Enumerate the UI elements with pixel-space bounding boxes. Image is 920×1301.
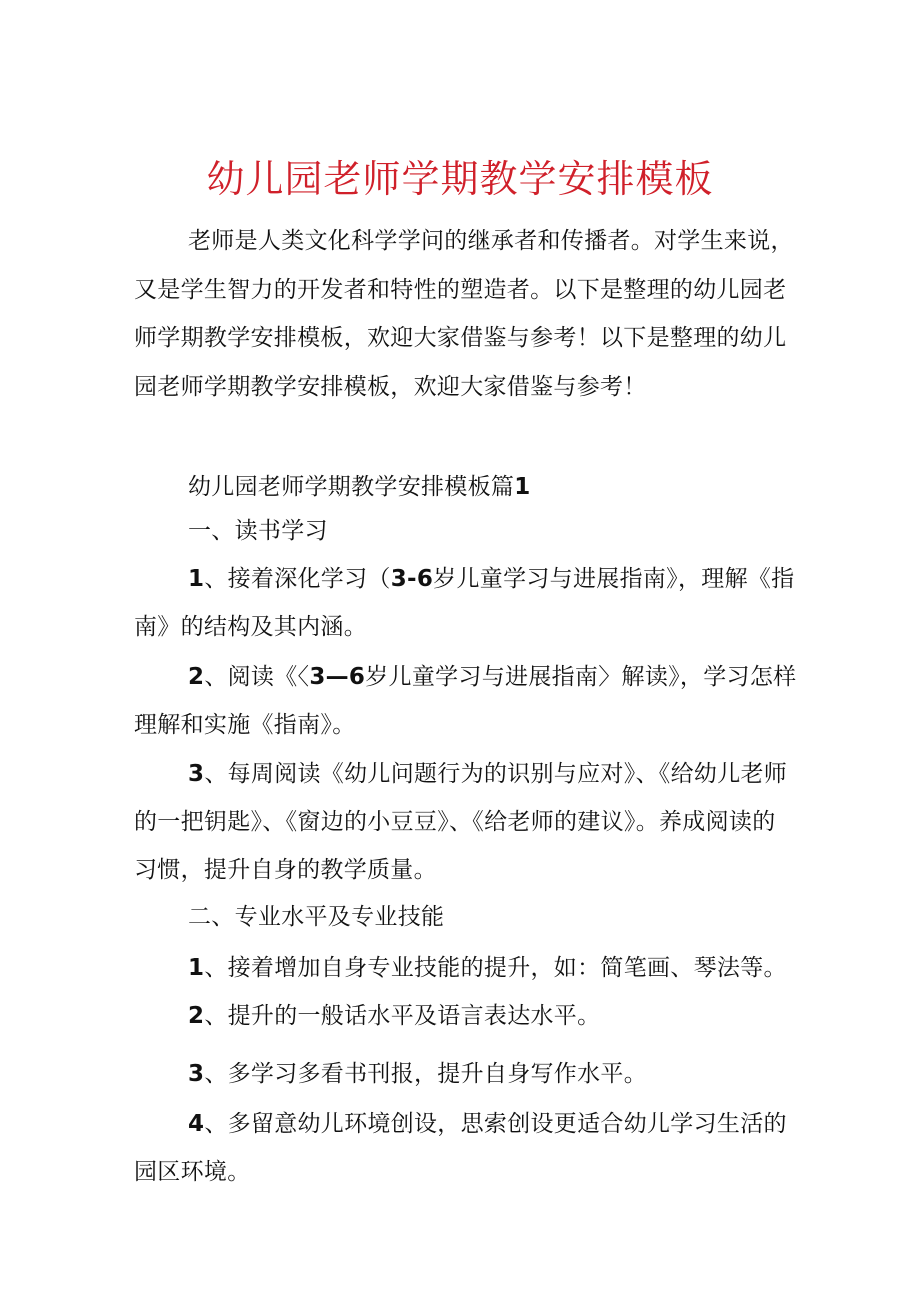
section-heading-number: 1 bbox=[514, 474, 531, 500]
part1-heading: 一、读书学习 bbox=[188, 518, 328, 544]
item-number: 2 bbox=[188, 664, 205, 690]
item-bold-text: 3-6 bbox=[390, 566, 434, 592]
item-number: 3 bbox=[188, 761, 205, 787]
item-text: 、多留意幼儿环境创设，思索创设更适合幼儿学习生活的园区环境。 bbox=[134, 1111, 787, 1185]
section-heading-text: 幼儿园老师学期教学安排模板篇 bbox=[188, 474, 515, 500]
item-text: 、接着增加自身专业技能的提升，如：简笔画、琴法等。 bbox=[204, 955, 787, 981]
part2-heading: 二、专业水平及专业技能 bbox=[188, 904, 445, 930]
document-title: 幼儿园老师学期教学安排模板 bbox=[206, 157, 714, 201]
item-bold-text: 3—6 bbox=[309, 664, 366, 690]
item-number: 1 bbox=[188, 955, 205, 981]
item-number: 2 bbox=[188, 1003, 205, 1029]
part1-item-3 bbox=[134, 750, 798, 894]
item-number: 1 bbox=[188, 566, 205, 592]
part2-item-2 bbox=[134, 992, 798, 1040]
section-heading bbox=[134, 463, 798, 511]
item-text: 、每周阅读《幼儿问题行为的识别与应对》、《给幼儿老师的一把钥匙》、《窗边的小豆豆》、《给老师的建议》。养成阅读的习惯，提升自身的教学质量。 bbox=[134, 761, 788, 883]
item-text: 、阅读《〈 bbox=[204, 664, 310, 690]
item-text: 岁儿童学习与进展指南》，理解《指南》的结构及其内涵。 bbox=[134, 566, 795, 640]
item-number: 3 bbox=[188, 1061, 205, 1087]
item-number: 4 bbox=[188, 1111, 205, 1137]
intro-paragraph: 老师是人类文化科学学问的继承者和传播者。对学生来说，又是学生智力的开发者和特性的塑造者。以下是整理的幼儿园老师学期教学安排模板，欢迎大家借鉴与参考！以下是整理的幼儿园老师学期教学安排模板，欢迎大家借鉴与参考！ bbox=[134, 228, 794, 400]
item-text: 、多学习多看书刊报，提升自身写作水平。 bbox=[204, 1061, 648, 1087]
part1-item-2 bbox=[134, 653, 798, 749]
item-text: 、接着深化学习（ bbox=[204, 566, 391, 592]
part2-item-4 bbox=[134, 1100, 798, 1196]
part2-item-1 bbox=[134, 944, 798, 992]
item-text: 、提升的一般话水平及语言表达水平。 bbox=[204, 1003, 601, 1029]
part1-item-1 bbox=[134, 555, 798, 651]
part2-item-3 bbox=[134, 1050, 798, 1098]
item-text: 岁儿童学习与进展指南〉解读》，学习怎样理解和实施《指南》。 bbox=[134, 664, 797, 738]
